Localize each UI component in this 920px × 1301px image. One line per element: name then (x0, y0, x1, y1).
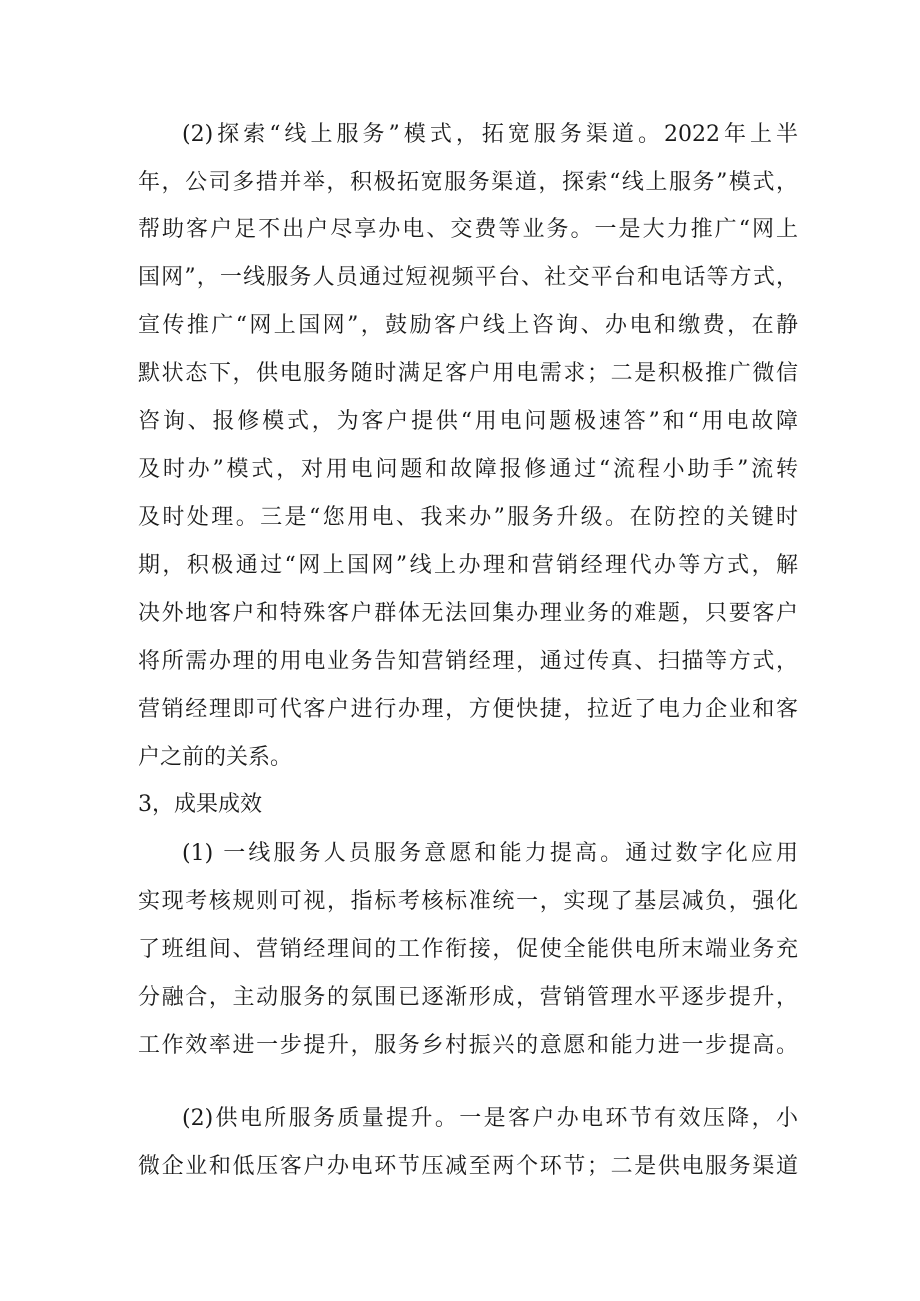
paragraph-line: 帮助客户足不出户尽享办电、交费等业务。一是大力推广“网上 (138, 217, 798, 242)
paragraph-line: 决外地客户和特殊客户群体无法回集办理业务的难题，只要客户 (138, 601, 798, 626)
paragraph-line: 咨询、报修模式，为客户提供“用电问题极速答”和“用电故障 (138, 409, 798, 434)
paragraph-line: 分融合，主动服务的氛围已逐渐形成，营销管理水平逐步提升， (138, 985, 798, 1010)
paragraph-line: 及时办”模式，对用电问题和故障报修通过“流程小助手”流转 (138, 457, 798, 482)
paragraph-line: 国网”，一线服务人员通过短视频平台、社交平台和电话等方式， (138, 265, 798, 290)
paragraph-line: 工作效率进一步提升，服务乡村振兴的意愿和能力进一步提高。 (138, 1033, 798, 1058)
paragraph-line: (1) 一线服务人员服务意愿和能力提高。通过数字化应用 (182, 841, 798, 866)
paragraph-line: 默状态下，供电服务随时满足客户用电需求；二是积极推广微信 (138, 361, 798, 386)
paragraph-line: 户之前的关系。 (138, 745, 293, 770)
paragraph-line: 期，积极通过“网上国网”线上办理和营销经理代办等方式，解 (138, 553, 798, 578)
section-heading: 3，成果成效 (138, 792, 262, 817)
paragraph-line: (2)供电所服务质量提升。一是客户办电环节有效压降，小 (182, 1106, 798, 1131)
paragraph-line: 宣传推广“网上国网”，鼓励客户线上咨询、办电和缴费，在静 (138, 313, 798, 338)
paragraph-line: (2)探索“线上服务”模式，拓宽服务渠道。2022年上半 (182, 122, 798, 147)
paragraph-line: 将所需办理的用电业务告知营销经理，通过传真、扫描等方式， (138, 649, 798, 674)
paragraph-line: 营销经理即可代客户进行办理，方便快捷，拉近了电力企业和客 (138, 697, 798, 722)
paragraph-line: 了班组间、营销经理间的工作衔接，促使全能供电所末端业务充 (138, 937, 798, 962)
paragraph-line: 实现考核规则可视，指标考核标准统一，实现了基层减负，强化 (138, 889, 798, 914)
paragraph-line: 微企业和低压客户办电环节压减至两个环节；二是供电服务渠道 (138, 1154, 798, 1179)
paragraph-line: 年，公司多措并举，积极拓宽服务渠道，探索“线上服务”模式， (138, 170, 798, 195)
paragraph-line: 及时处理。三是“您用电、我来办”服务升级。在防控的关键时 (138, 505, 798, 530)
